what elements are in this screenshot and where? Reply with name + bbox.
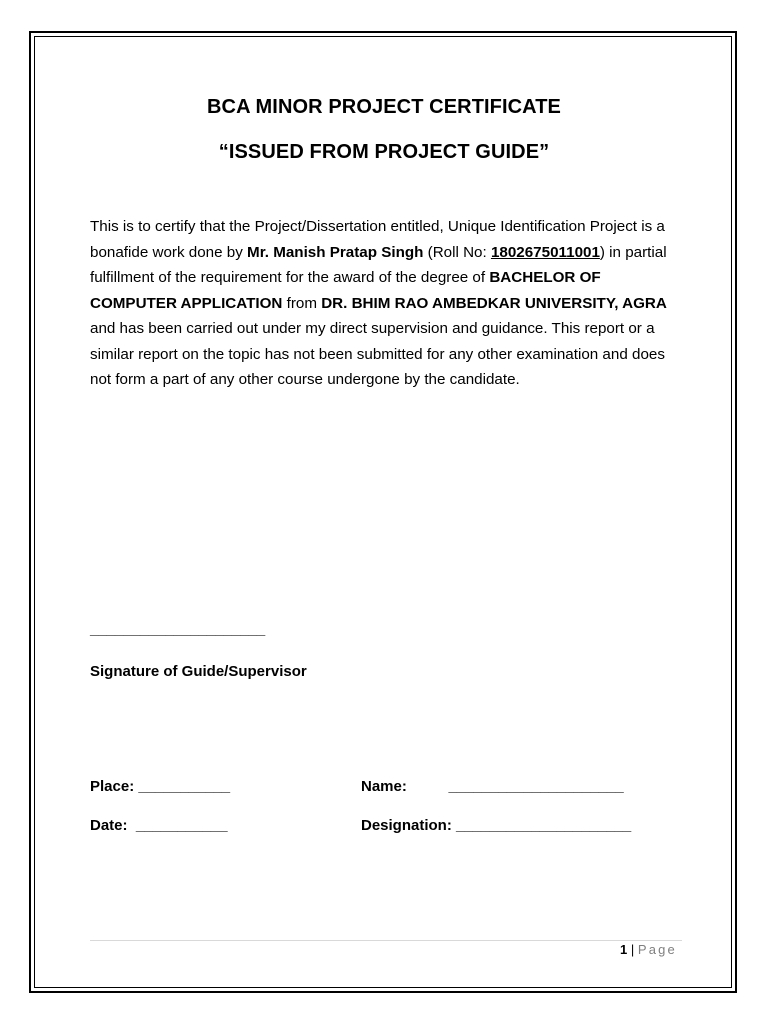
certificate-body bbox=[90, 214, 690, 393]
footer-divider bbox=[90, 940, 682, 941]
body-text-3: ) in partial fulfillment of the requirement for the award of the degree of bbox=[90, 243, 667, 286]
university-name: DR. BHIM RAO AMBEDKAR UNIVERSITY, AGRA bbox=[321, 294, 667, 312]
body-text-5: and has been carried out under my direct supervision and guidance. This report or a similar report on the topic has not been submitted for any other examination and does not form a part of any other course undergone by the candidate. bbox=[90, 320, 665, 388]
page-word: Page bbox=[637, 942, 677, 957]
place-field: Place: ___________ bbox=[90, 778, 231, 795]
page-separator: | bbox=[627, 942, 638, 957]
certificate-title: BCA MINOR PROJECT CERTIFICATE bbox=[206, 96, 561, 118]
page-border-inner bbox=[34, 36, 732, 988]
signature-line: _____________________ bbox=[90, 621, 266, 638]
body-text-1: This is to certify that the Project/Dissertation entitled, Unique Identification Project is a bonafide work done by bbox=[90, 218, 665, 261]
signature-label: Signature of Guide/Supervisor bbox=[90, 663, 307, 680]
designation-field: Designation: _____________________ bbox=[361, 817, 632, 834]
page-border-outer bbox=[29, 31, 737, 993]
roll-number: 1802675011001 bbox=[490, 243, 600, 261]
date-field: Date: ___________ bbox=[90, 817, 228, 834]
student-name: Mr. Manish Pratap Singh bbox=[247, 243, 424, 261]
certificate-subtitle: “ISSUED FROM PROJECT GUIDE” bbox=[218, 141, 550, 163]
page-footer bbox=[620, 942, 677, 957]
name-field: Name: _____________________ bbox=[361, 778, 624, 795]
body-text-4: from bbox=[282, 294, 322, 312]
degree-name: BACHELOR OF COMPUTER APPLICATION bbox=[90, 269, 601, 312]
body-text-2: (Roll No: bbox=[423, 243, 491, 261]
page-number: 1 bbox=[619, 942, 628, 957]
